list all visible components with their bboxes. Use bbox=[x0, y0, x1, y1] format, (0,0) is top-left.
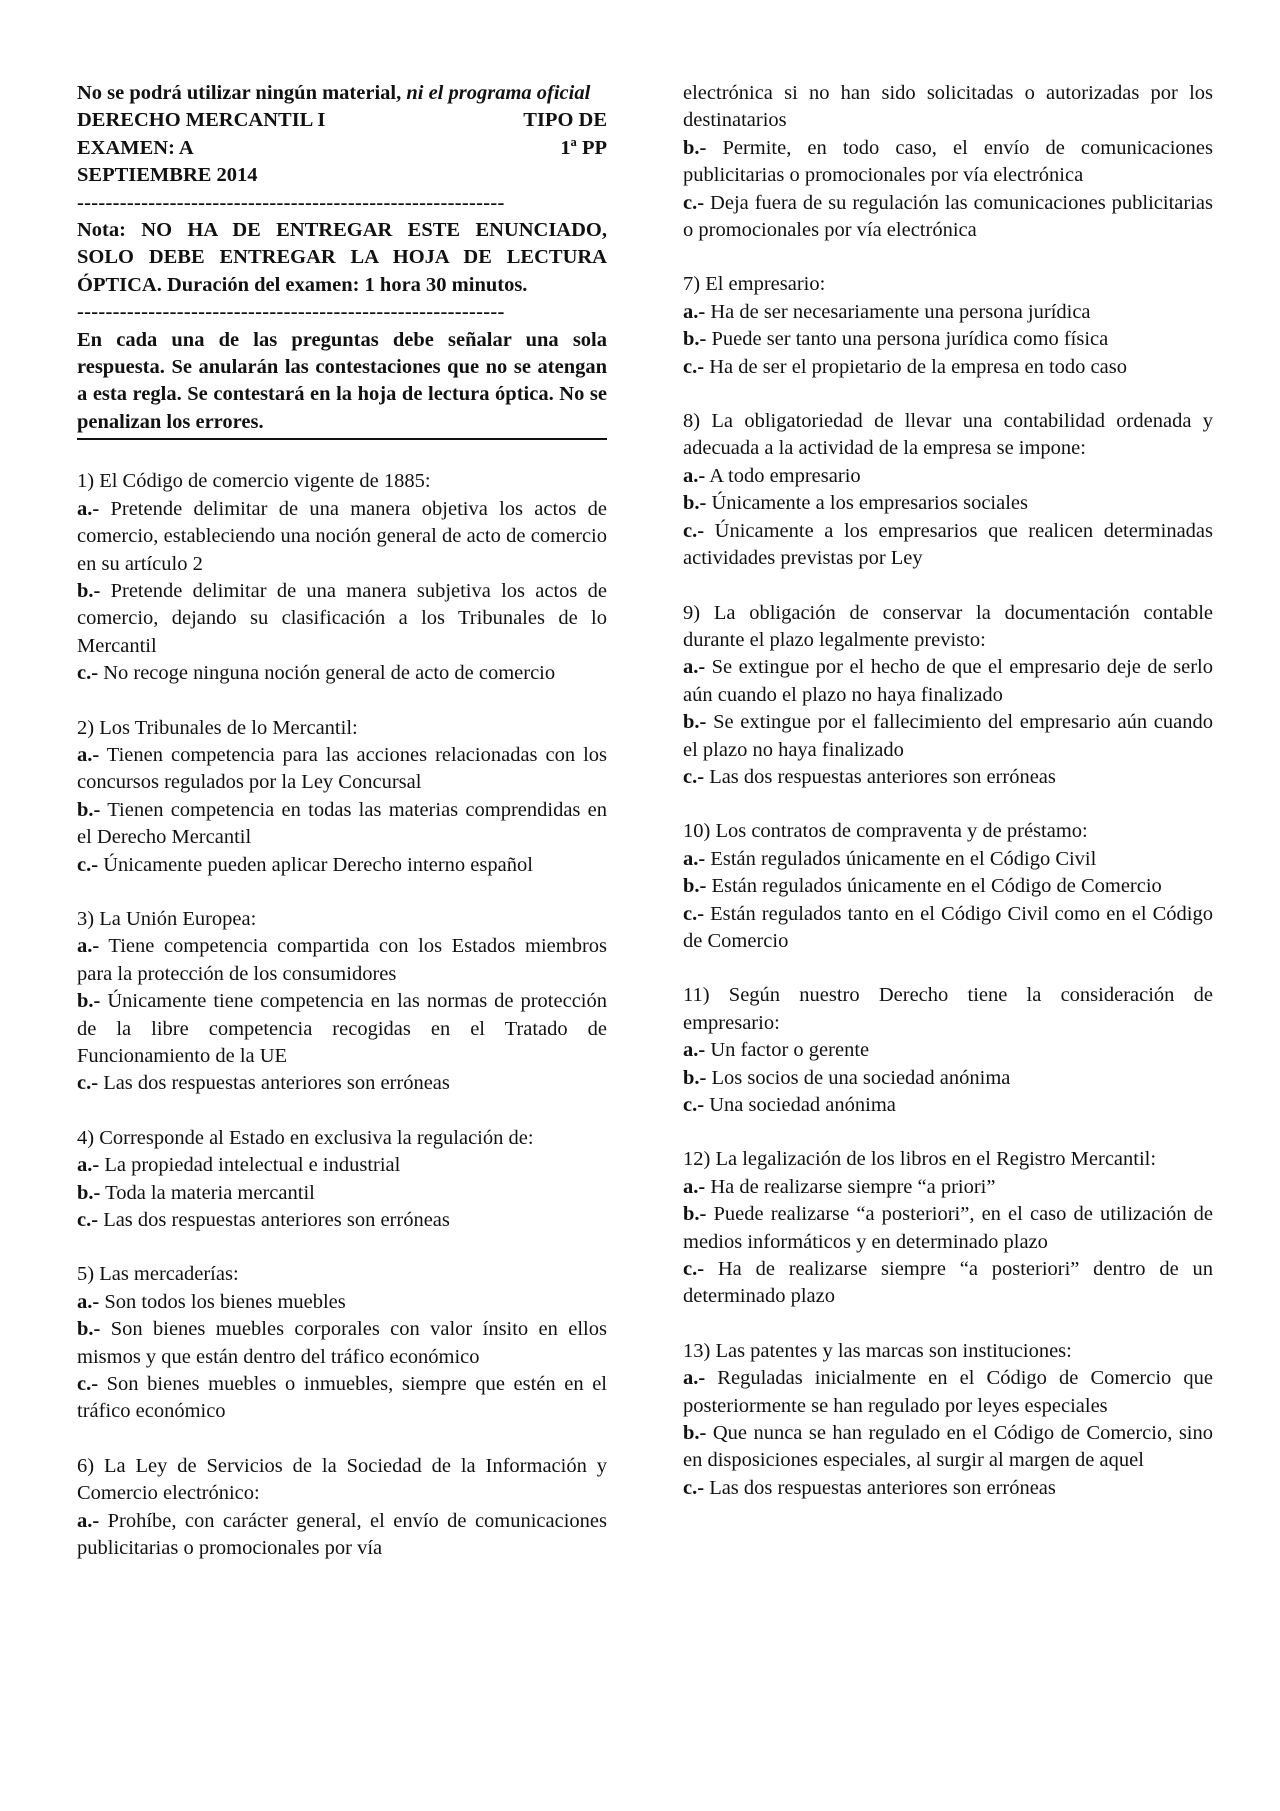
answer-option bbox=[683, 873, 1213, 900]
option-letter: a.- bbox=[77, 743, 100, 766]
option-letter: b.- bbox=[683, 328, 707, 351]
exam-date: SEPTIEMBRE 2014 bbox=[77, 164, 258, 187]
answer-option bbox=[683, 1365, 1213, 1420]
exam-type-row bbox=[77, 135, 607, 162]
question-stem: 2) Los Tribunales de lo Mercantil: bbox=[77, 716, 358, 739]
answer-option bbox=[683, 135, 1213, 190]
option-text: Toda la materia mercantil bbox=[100, 1181, 315, 1204]
option-text: Pretende delimitar de una manera objetiva los actos de comercio, estableciendo una noción general de acto de comercio en su artículo 2 bbox=[77, 497, 607, 575]
delivery-note: Nota: NO HA DE ENTREGAR ESTE ENUNCIADO, SOLO DEBE ENTREGAR LA HOJA DE LECTURA ÓPTICA. Duración del examen: 1 hora 30 minutos. bbox=[77, 219, 607, 296]
option-letter: b.- bbox=[77, 1318, 101, 1341]
answer-option bbox=[77, 496, 607, 578]
option-text: Ha de realizarse siempre “a posteriori” dentro de un determinado plazo bbox=[683, 1258, 1213, 1308]
question bbox=[77, 1453, 607, 1563]
question bbox=[77, 1261, 607, 1425]
option-text: La propiedad intelectual e industrial bbox=[99, 1154, 401, 1177]
option-letter: a.- bbox=[683, 656, 706, 679]
answer-option bbox=[683, 463, 1213, 490]
answer-option bbox=[683, 846, 1213, 873]
answer-option bbox=[77, 1316, 607, 1371]
answer-option bbox=[77, 1070, 607, 1097]
exam-type: EXAMEN: A bbox=[77, 136, 194, 159]
question-stem: 5) Las mercaderías: bbox=[77, 1263, 239, 1286]
option-text: Tienen competencia en todas las materias comprendidas en el Derecho Mercantil bbox=[77, 798, 607, 849]
answer-option bbox=[683, 1065, 1213, 1092]
option-letter: a.- bbox=[683, 1367, 706, 1390]
option-text: Se extingue por el fallecimiento del empresario aún cuando el plazo no haya finalizado bbox=[683, 711, 1213, 761]
material-warning: No se podrá utilizar ningún material, ni el programa oficial bbox=[77, 82, 591, 104]
option-text: A todo empresario bbox=[705, 464, 861, 487]
option-text: Están regulados únicamente en el Código de Comercio bbox=[706, 875, 1162, 898]
question-stem: 13) Las patentes y las marcas son instituciones: bbox=[683, 1339, 1072, 1362]
question-continuation bbox=[683, 80, 1213, 244]
subject-title: DERECHO MERCANTIL I bbox=[77, 109, 326, 132]
option-text: Un factor o gerente bbox=[705, 1039, 870, 1062]
tipo-label: TIPO DE bbox=[523, 109, 607, 132]
exam-header bbox=[77, 80, 607, 440]
option-letter: a.- bbox=[683, 300, 706, 323]
option-letter: a.- bbox=[77, 1509, 100, 1532]
option-text: Son todos los bienes muebles bbox=[99, 1290, 346, 1313]
answer-option bbox=[77, 1289, 607, 1316]
answer-option bbox=[77, 852, 607, 879]
option-text: Los socios de una sociedad anónima bbox=[706, 1066, 1011, 1089]
option-text: Una sociedad anónima bbox=[704, 1094, 896, 1116]
answer-option bbox=[683, 354, 1213, 381]
answer-option bbox=[683, 1420, 1213, 1475]
question bbox=[77, 715, 607, 879]
question-stem: 12) La legalización de los libros en el Registro Mercantil: bbox=[683, 1148, 1157, 1171]
option-letter: c.- bbox=[77, 1373, 99, 1396]
option-letter: b.- bbox=[683, 492, 707, 515]
option-text: Reguladas inicialmente en el Código de Comercio que posteriormente se han regulado por leyes especiales bbox=[683, 1367, 1213, 1417]
option-text: Ha de ser el propietario de la empresa en todo caso bbox=[704, 355, 1127, 378]
answer-option bbox=[77, 578, 607, 660]
option-letter: b.- bbox=[683, 1422, 707, 1445]
option-text: Las dos respuestas anteriores son erróneas bbox=[98, 1209, 450, 1232]
question-stem: 7) El empresario: bbox=[683, 273, 826, 296]
option-letter: a.- bbox=[683, 847, 706, 870]
option-text: Únicamente a los empresarios sociales bbox=[706, 492, 1028, 515]
option-letter: c.- bbox=[683, 1094, 705, 1116]
subject-row bbox=[77, 107, 607, 134]
questions-left bbox=[77, 468, 607, 1562]
option-letter: c.- bbox=[683, 191, 705, 214]
question-stem: 9) La obligación de conservar la documentación contable durante el plazo legalmente previsto: bbox=[683, 601, 1213, 651]
option-letter: c.- bbox=[77, 1072, 99, 1095]
option-letter: a.- bbox=[77, 1154, 100, 1177]
option-text: Las dos respuestas anteriores son erróneas bbox=[98, 1072, 450, 1095]
question bbox=[683, 1338, 1213, 1502]
option-letter: c.- bbox=[77, 853, 99, 876]
option-letter: b.- bbox=[683, 136, 707, 159]
left-column bbox=[77, 80, 607, 1563]
option-text: Puede realizarse “a posteriori”, en el caso de utilización de medios informáticos y en determinado plazo bbox=[683, 1203, 1213, 1253]
answer-option bbox=[683, 490, 1213, 517]
answer-option bbox=[77, 1371, 607, 1426]
answer-option bbox=[77, 1207, 607, 1234]
option-letter: b.- bbox=[683, 1203, 707, 1226]
option-text: Tienen competencia para las acciones relacionadas con los concursos regulados por la Ley Concursal bbox=[77, 743, 607, 794]
question-stem: 1) El Código de comercio vigente de 1885: bbox=[77, 470, 431, 493]
question bbox=[683, 408, 1213, 572]
option-letter: b.- bbox=[77, 1181, 101, 1204]
option-text-start: Prohíbe, con carácter general, el envío de comunicaciones publicitarias o promocionales por vía bbox=[77, 1509, 607, 1560]
answer-option bbox=[683, 764, 1213, 791]
exam-pp: 1ª PP bbox=[560, 136, 607, 159]
option-letter: c.- bbox=[683, 765, 705, 788]
separator-line: ------------------------------------------------------------ bbox=[77, 191, 505, 214]
question-stem: 11) Según nuestro Derecho tiene la consideración de empresario: bbox=[683, 984, 1213, 1034]
answer-option bbox=[683, 1037, 1213, 1064]
option-text: Que nunca se han regulado en el Código de Comercio, sino en disposiciones especiales, al surgir al margen de aquel bbox=[683, 1422, 1213, 1472]
separator-line: ------------------------------------------------------------ bbox=[77, 301, 505, 324]
option-text: Puede ser tanto una persona jurídica como física bbox=[706, 328, 1109, 351]
answer-option bbox=[683, 1092, 1213, 1119]
option-letter: a.- bbox=[77, 1290, 100, 1313]
option-letter: b.- bbox=[683, 875, 707, 898]
answer-instructions: En cada una de las preguntas debe señalar una sola respuesta. Se anularán las contestaciones que no se atengan a esta regla. Se contestará en la hoja de lectura óptica. No se penalizan los errores. bbox=[77, 327, 607, 441]
answer-option bbox=[683, 1201, 1213, 1256]
option-text: Se extingue por el hecho de que el empresario deje de serlo aún cuando el plazo no haya finalizado bbox=[683, 656, 1213, 706]
option-letter: a.- bbox=[77, 497, 100, 520]
option-text: Pretende delimitar de una manera subjetiva los actos de comercio, dejando su clasificación a los Tribunales de lo Mercantil bbox=[77, 579, 607, 657]
question bbox=[77, 468, 607, 687]
question bbox=[683, 982, 1213, 1119]
question-stem: 3) La Unión Europea: bbox=[77, 907, 257, 930]
option-letter: b.- bbox=[683, 1066, 707, 1089]
option-letter: b.- bbox=[683, 711, 707, 734]
answer-option bbox=[77, 1152, 607, 1179]
option-text: Están regulados tanto en el Código Civil como en el Código de Comercio bbox=[683, 902, 1213, 952]
option-text: Permite, en todo caso, el envío de comunicaciones publicitarias o promocionales por vía electrónica bbox=[683, 136, 1213, 187]
option-text: Son bienes muebles corporales con valor ínsito en ellos mismos y que están dentro del tráfico económico bbox=[77, 1318, 607, 1368]
question-stem: 4) Corresponde al Estado en exclusiva la regulación de: bbox=[77, 1126, 534, 1149]
option-text: Tiene competencia compartida con los Estados miembros para la protección de los consumidores bbox=[77, 935, 607, 985]
option-text: Únicamente pueden aplicar Derecho interno español bbox=[98, 853, 533, 876]
questions-right bbox=[683, 271, 1213, 1502]
option-letter: c.- bbox=[77, 662, 99, 685]
answer-option bbox=[683, 190, 1213, 245]
right-column bbox=[683, 80, 1213, 1529]
option-text: Ha de realizarse siempre “a priori” bbox=[705, 1175, 996, 1198]
answer-option bbox=[683, 654, 1213, 709]
answer-option bbox=[77, 1180, 607, 1207]
option-letter: c.- bbox=[683, 519, 705, 542]
option-letter: a.- bbox=[683, 1039, 706, 1062]
answer-option bbox=[683, 299, 1213, 326]
option-text: No recoge ninguna noción general de acto de comercio bbox=[98, 662, 556, 685]
answer-option bbox=[683, 1475, 1213, 1502]
option-letter: c.- bbox=[683, 355, 705, 378]
option-text: Ha de ser necesariamente una persona jurídica bbox=[705, 300, 1091, 323]
option-letter: b.- bbox=[77, 798, 101, 821]
option-text: Las dos respuestas anteriores son erróneas bbox=[704, 1476, 1056, 1499]
option-text: Únicamente tiene competencia en las normas de protección de la libre competencia recogidas en el Tratado de Funcionamiento de la UE bbox=[77, 990, 607, 1067]
option-text: Están regulados únicamente en el Código Civil bbox=[705, 847, 1097, 870]
answer-option bbox=[77, 742, 607, 797]
answer-option bbox=[683, 901, 1213, 956]
question bbox=[683, 600, 1213, 792]
option-text: Las dos respuestas anteriores son erróneas bbox=[704, 765, 1056, 788]
question bbox=[683, 271, 1213, 381]
answer-option bbox=[683, 709, 1213, 764]
option-letter: c.- bbox=[683, 1258, 705, 1281]
question bbox=[77, 906, 607, 1098]
option-continuation: electrónica si no han sido solicitadas o autorizadas por los destinatarios bbox=[683, 82, 1213, 132]
answer-option bbox=[77, 660, 607, 687]
option-letter: c.- bbox=[683, 902, 705, 925]
option-text: Únicamente a los empresarios que realicen determinadas actividades previstas por Ley bbox=[683, 519, 1213, 570]
answer-option bbox=[683, 1256, 1213, 1311]
question bbox=[77, 1125, 607, 1235]
answer-option bbox=[683, 1174, 1213, 1201]
answer-option bbox=[77, 797, 607, 852]
question-stem: 8) La obligatoriedad de llevar una contabilidad ordenada y adecuada a la actividad de la empresa se impone: bbox=[683, 410, 1213, 460]
option-text: Son bienes muebles o inmuebles, siempre que estén en el tráfico económico bbox=[77, 1373, 607, 1423]
option-letter: a.- bbox=[77, 935, 100, 958]
option-letter: a.- bbox=[683, 1175, 706, 1198]
option-letter: b.- bbox=[77, 990, 101, 1013]
question-stem: 10) Los contratos de compraventa y de préstamo: bbox=[683, 820, 1088, 843]
option-letter: c.- bbox=[77, 1209, 99, 1232]
option-letter: b.- bbox=[77, 579, 101, 602]
answer-option bbox=[77, 933, 607, 988]
option-letter: a.- bbox=[683, 464, 706, 487]
question bbox=[683, 1146, 1213, 1310]
question-stem: 6) La Ley de Servicios de la Sociedad de la Información y Comercio electrónico: bbox=[77, 1454, 607, 1505]
answer-option bbox=[683, 326, 1213, 353]
answer-option bbox=[683, 518, 1213, 573]
option-letter: c.- bbox=[683, 1476, 705, 1499]
answer-option bbox=[77, 1508, 607, 1563]
option-text: Deja fuera de su regulación las comunicaciones publicitarias o promocionales por vía electrónica bbox=[683, 191, 1213, 242]
question bbox=[683, 818, 1213, 955]
answer-option bbox=[77, 988, 607, 1070]
